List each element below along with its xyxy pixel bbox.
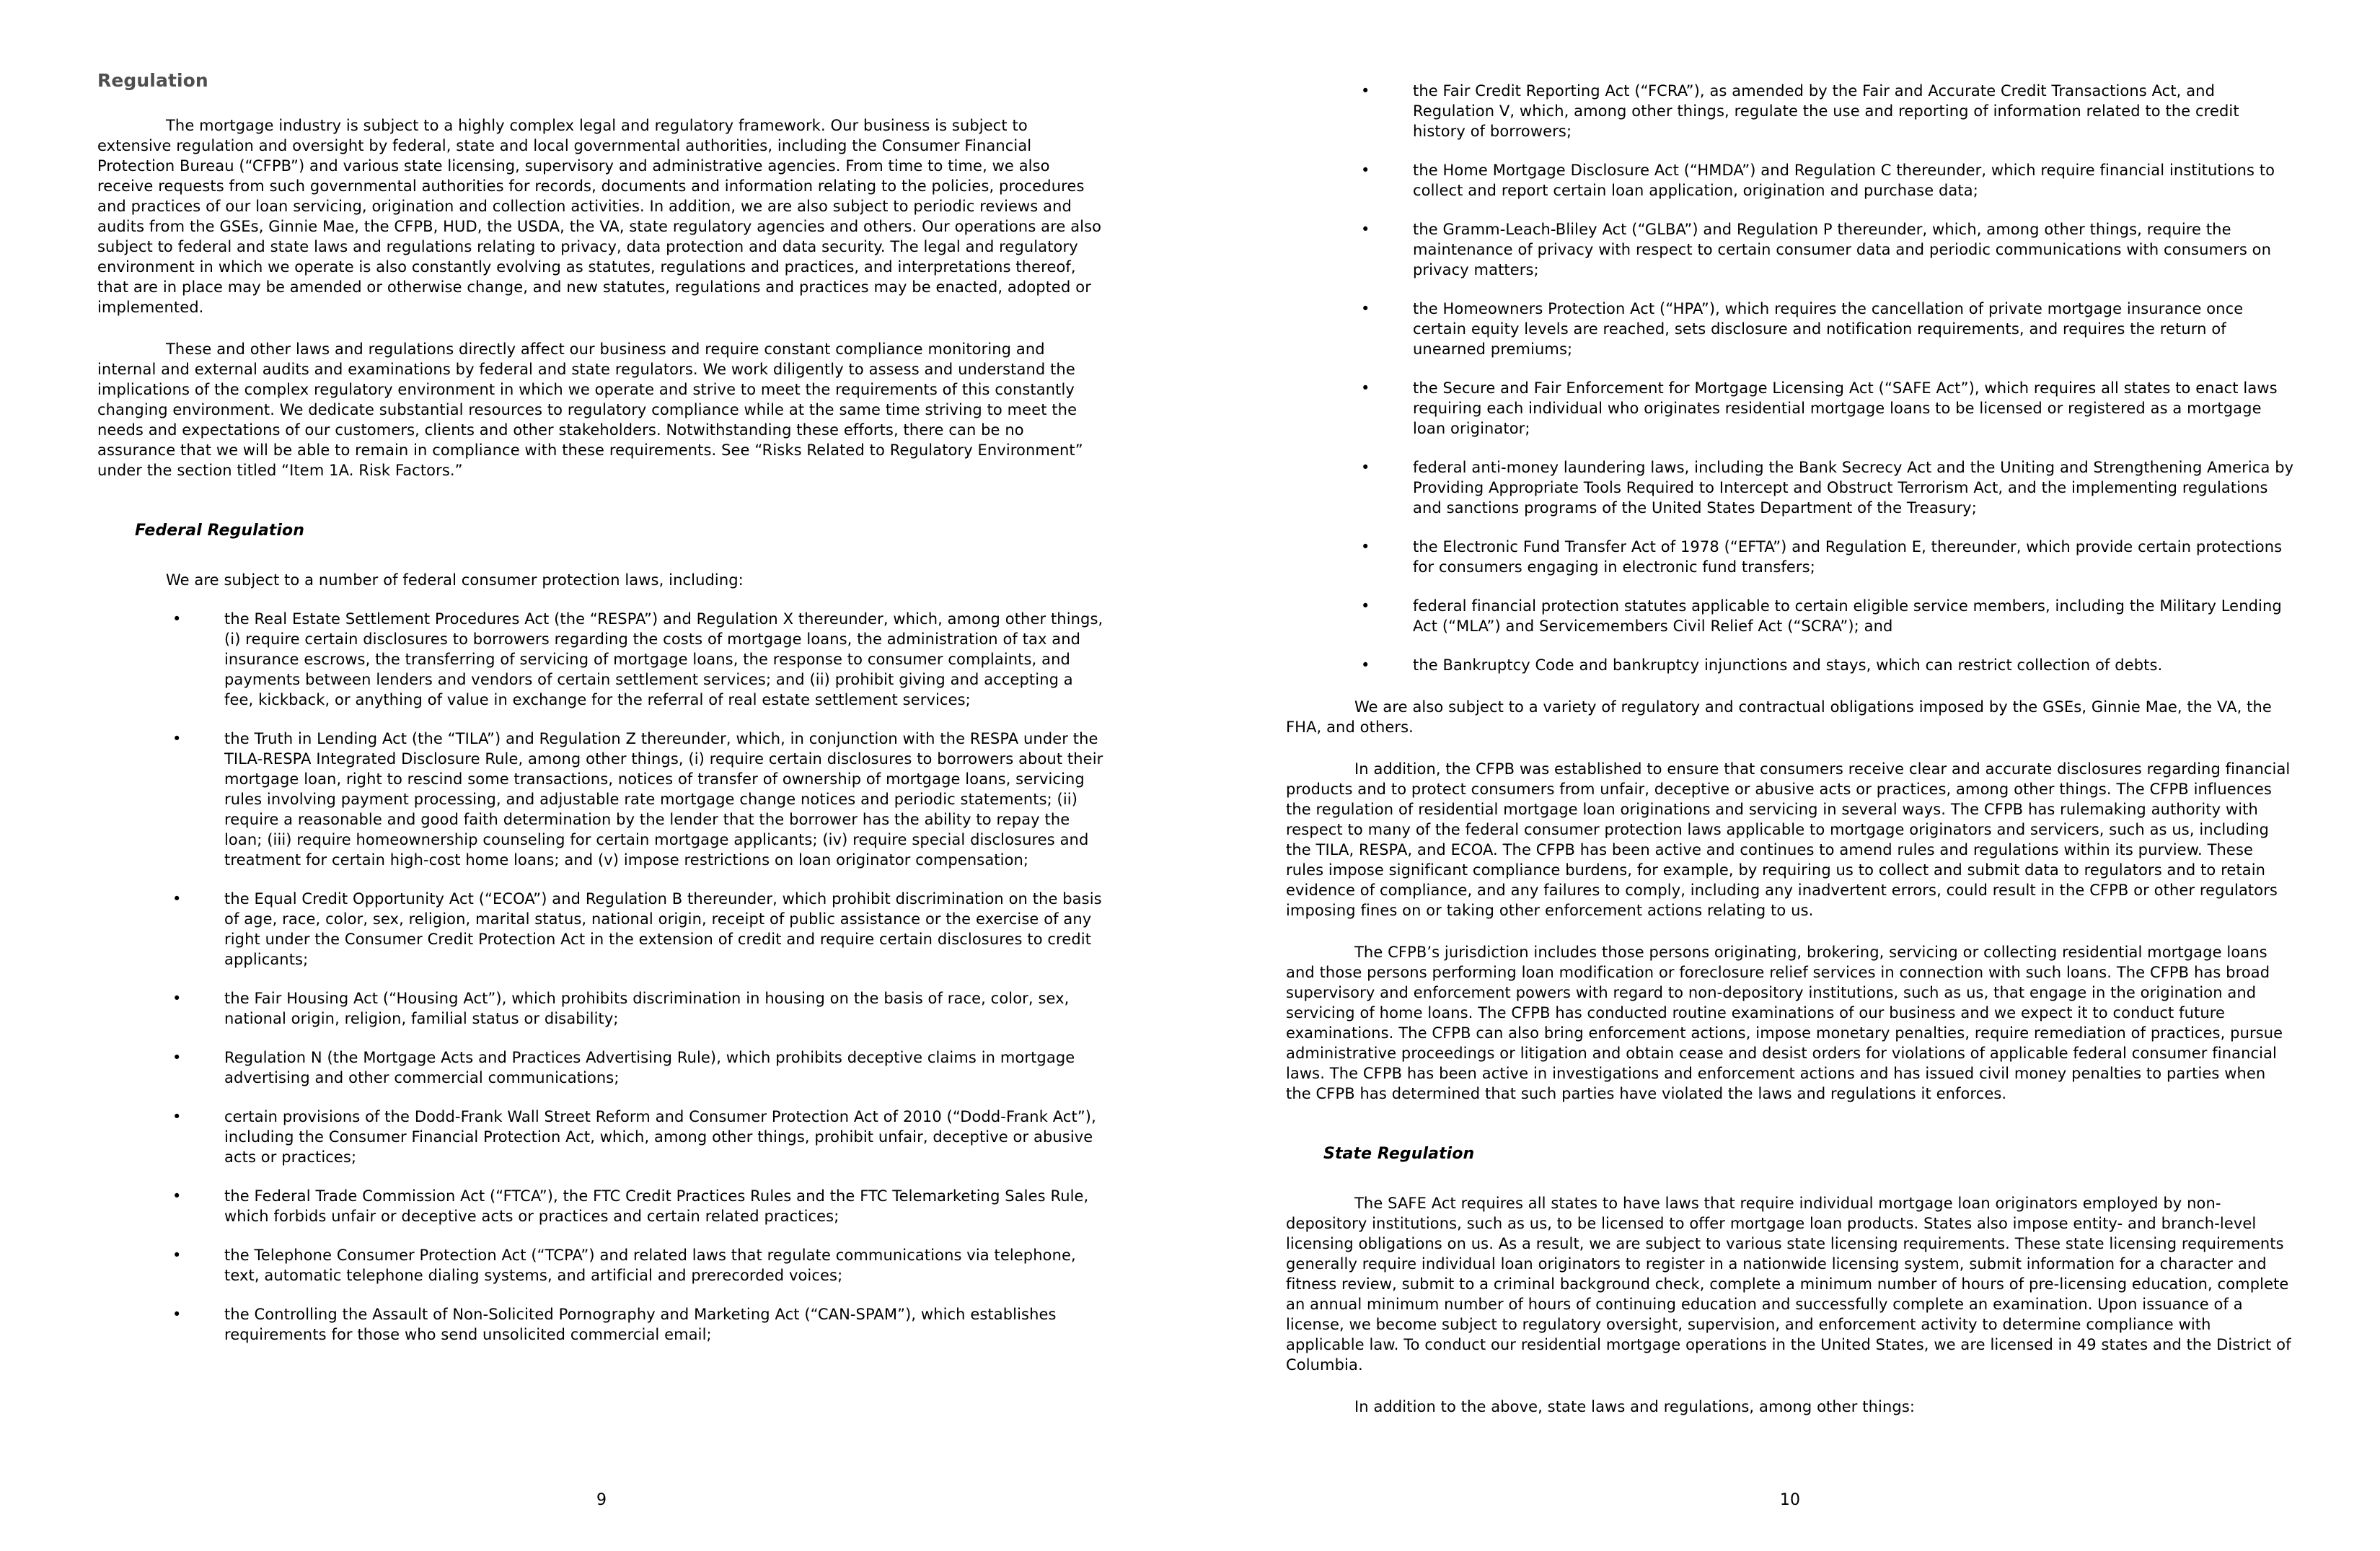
list-item <box>97 1304 1106 1345</box>
list-item <box>1286 457 2294 518</box>
list-item <box>1286 81 2294 141</box>
bullet-icon: • <box>172 610 182 628</box>
list-item <box>1286 537 2294 577</box>
list-item-text: the Equal Credit Opportunity Act (“ECOA”) and Regulation B thereunder, which prohibit discrimination on the basis of age, race, color, sex, religion, marital status, national origin, receipt of public assistance or the exercise of any right under the Consumer Credit Protection Act in the extension of credit and require certain disclosures to credit applicants; <box>224 890 1102 968</box>
list-item-text: the Telephone Consumer Protection Act (“TCPA”) and related laws that regulate communications via telephone, text, automatic telephone dialing systems, and artificial and prerecorded voices; <box>224 1247 1076 1284</box>
list-item-text: the Homeowners Protection Act (“HPA”), which requires the cancellation of private mortgage insurance once certain equity levels are reached, sets disclosure and notification requirements, and requires the return of unearned premiums; <box>1413 300 2244 358</box>
bullet-icon: • <box>1361 221 1370 238</box>
list-item-text: the Controlling the Assault of Non-Solicited Pornography and Marketing Act (“CAN-SPAM”), which establishes requirements for those who send unsolicited commercial email; <box>224 1306 1057 1343</box>
paragraph: The CFPB’s jurisdiction includes those persons originating, brokering, servicing or collecting residential mortgage loans and those persons performing loan modification or foreclosure relief services in connection with such loans. The CFPB has broad supervisory and enforcement powers with regard to non-depository institutions, such as us, that engage in the origination and servicing of home loans. The CFPB has conducted routine examinations of our business and we expect it to conduct future examinations. The CFPB can also bring enforcement actions, impose monetary penalties, require remediation of practices, pursue administrative proceedings or litigation and obtain cease and desist orders for violations of applicable federal consumer financial laws. The CFPB has been active in investigations and enforcement actions and has issued civil money penalties to parties when the CFPB has determined that such parties have violated the laws and regulations it enforces. <box>1286 944 2283 1102</box>
list-item-text: Regulation N (the Mortgage Acts and Practices Advertising Rule), which prohibits deceptive claims in mortgage advertising and other commercial communications; <box>224 1049 1075 1086</box>
list-item <box>97 1186 1106 1226</box>
paragraph: These and other laws and regulations directly affect our business and require constant compliance monitoring and internal and external audits and examinations by federal and state regulators. We work diligently to assess and understand the implications of the complex regulatory environment in which we operate and strive to meet the requirements of this constantly changing environment. We dedicate substantial resources to regulatory compliance while at the same time striving to meet the needs and expectations of our customers, clients and other stakeholders. Notwithstanding these efforts, there can be no assurance that we will be able to remain in compliance with these requirements. See “Risks Related to Regulatory Environment” under the section titled “Item 1A. Risk Factors.” <box>97 340 1083 479</box>
bullet-icon: • <box>1361 459 1370 476</box>
page-left-content <box>97 69 1106 1345</box>
list-item <box>97 609 1106 710</box>
bullet-icon: • <box>172 1108 182 1125</box>
bullet-icon: • <box>1361 656 1370 674</box>
bullet-icon: • <box>1361 379 1370 397</box>
page-number: 10 <box>1779 1491 1801 1509</box>
bullet-icon: • <box>172 990 182 1007</box>
list-item-text: the Home Mortgage Disclosure Act (“HMDA”) and Regulation C thereunder, which require financial institutions to collect and report certain loan application, origination and purchase data; <box>1413 162 2275 199</box>
list-item <box>97 1107 1106 1167</box>
federal-laws-list-continued <box>1286 81 2294 675</box>
bullet-icon: • <box>172 1187 182 1205</box>
bullet-icon: • <box>1361 300 1370 317</box>
list-item <box>1286 655 2294 675</box>
list-item <box>1286 596 2294 636</box>
bullet-icon: • <box>1361 538 1370 555</box>
list-item-text: federal financial protection statutes applicable to certain eligible service members, including the Military Lending Act (“MLA”) and Servicemembers Civil Relief Act (“SCRA”); and <box>1413 597 2282 635</box>
list-item-text: the Gramm-Leach-Bliley Act (“GLBA”) and Regulation P thereunder, which, among other things, require the maintenance of privacy with respect to certain consumer data and periodic communications with consumers on privacy matters; <box>1413 221 2271 278</box>
bullet-icon: • <box>1361 597 1370 615</box>
bullet-icon: • <box>172 1247 182 1264</box>
bullet-icon: • <box>172 1049 182 1066</box>
list-item <box>97 889 1106 970</box>
list-item <box>97 1245 1106 1286</box>
page-number: 9 <box>596 1491 607 1509</box>
list-item <box>97 988 1106 1029</box>
list-item-text: certain provisions of the Dodd-Frank Wall Street Reform and Consumer Protection Act of 2010 (“Dodd-Frank Act”), including the Consumer Financial Protection Act, which, among other things, prohibit unfair, deceptive or abusive acts or practices; <box>224 1108 1096 1166</box>
state-regulation-subheading: State Regulation <box>1323 1145 1475 1163</box>
bullet-icon: • <box>172 1306 182 1323</box>
bullet-icon: • <box>1361 82 1370 100</box>
list-item-text: the Real Estate Settlement Procedures Act (the “RESPA”) and Regulation X thereunder, which, among other things, (i) require certain disclosures to borrowers regarding the costs of mortgage loans, the administration of tax and insurance escrows, the transferring of servicing of mortgage loans, the response to consumer complaints, and payments between lenders and vendors of certain settlement services; and (ii) prohibit giving and accepting a fee, kickback, or anything of value in exchange for the referral of real estate settlement services; <box>224 610 1103 708</box>
list-item-text: the Federal Trade Commission Act (“FTCA”), the FTC Credit Practices Rules and the FTC Telemarketing Sales Rule, which forbids unfair or deceptive acts or practices and certain related practices; <box>224 1187 1089 1225</box>
paragraph: The mortgage industry is subject to a highly complex legal and regulatory framework. Our business is subject to extensive regulation and oversight by federal, state and local governmental authorities, including the Consumer Financial Protection Bureau (“CFPB”) and various state licensing, supervisory and administrative agencies. From time to time, we also receive requests from such governmental authorities for records, documents and information relating to the policies, procedures and practices of our loan servicing, origination and collection activities. In addition, we are also subject to periodic reviews and audits from the GSEs, Ginnie Mae, the CFPB, HUD, the USDA, the VA, state regulatory agencies and others. Our operations are also subject to federal and state laws and regulations relating to privacy, data protection and data security. The legal and regulatory environment in which we operate is also constantly evolving as statutes, regulations and practices, and interpretations thereof, that are in place may be amended or otherwise change, and new statutes, regulations and practices may be enacted, adopted or implemented. <box>97 117 1102 316</box>
paragraph: We are also subject to a variety of regulatory and contractual obligations imposed by the GSEs, Ginnie Mae, the VA, the FHA, and others. <box>1286 698 2272 736</box>
document-page-right <box>1190 0 2380 1551</box>
list-item-text: the Bankruptcy Code and bankruptcy injunctions and stays, which can restrict collection of debts. <box>1413 656 2163 674</box>
bullet-icon: • <box>172 890 182 908</box>
list-item <box>1286 299 2294 359</box>
bullet-icon: • <box>1361 162 1370 179</box>
paragraph: The SAFE Act requires all states to have laws that require individual mortgage loan originators employed by non-depository institutions, such as us, to be licensed to offer mortgage loan products. States also impose entity- and branch-level licensing obligations on us. As a result, we are subject to various state licensing requirements. These state licensing requirements generally require individual loan originators to register in a nationwide licensing system, submit information for a character and fitness review, submit to a criminal background check, complete a minimum number of hours of pre-licensing education, complete an annual minimum number of hours of continuing education and successfully complete an examination. Upon issuance of a license, we become subject to regulatory oversight, supervision, and enforcement activity to determine compliance with applicable law. To conduct our residential mortgage operations in the United States, we are licensed in 49 states and the District of Columbia. <box>1286 1195 2291 1374</box>
list-item-text: the Truth in Lending Act (the “TILA”) and Regulation Z thereunder, which, in conjunction with the RESPA under the TILA-RESPA Integrated Disclosure Rule, among other things, (i) require certain disclosures to borrowers about their mortgage loan, right to rescind some transactions, notices of transfer of ownership of mortgage loans, servicing rules involving payment processing, and adjustable rate mortgage change notices and periodic statements; (ii) require a reasonable and good faith determination by the lender that the borrower has the ability to repay the loan; (iii) require homeownership counseling for certain mortgage applicants; (iv) require special disclosures and treatment for certain high-cost home loans; and (v) impose restrictions on loan originator compensation; <box>224 730 1103 869</box>
list-item <box>1286 378 2294 439</box>
regulation-heading: Regulation <box>97 70 208 91</box>
list-item-text: the Secure and Fair Enforcement for Mortgage Licensing Act (“SAFE Act”), which requires all states to enact laws requiring each individual who originates residential mortgage loans to be licensed or registered as a mortgage loan originator; <box>1413 379 2278 437</box>
list-item-text: federal anti-money laundering laws, including the Bank Secrecy Act and the Uniting and Strengthening America by Providing Appropriate Tools Required to Intercept and Obstruct Terrorism Act, and the implementing regulations and sanctions programs of the United States Department of the Treasury; <box>1413 459 2294 517</box>
paragraph: In addition to the above, state laws and regulations, among other things: <box>1354 1398 1916 1415</box>
federal-regulation-subheading: Federal Regulation <box>135 522 305 540</box>
federal-laws-list <box>97 609 1106 1345</box>
list-item-text: the Electronic Fund Transfer Act of 1978 (“EFTA”) and Regulation E, thereunder, which provide certain protections for consumers engaging in electronic fund transfers; <box>1413 538 2283 576</box>
page-right-content <box>1286 69 2294 1417</box>
list-item <box>1286 219 2294 280</box>
list-item <box>1286 160 2294 201</box>
bullet-icon: • <box>172 730 182 747</box>
list-item-text: the Fair Credit Reporting Act (“FCRA”), as amended by the Fair and Accurate Credit Transactions Act, and Regulation V, which, among other things, regulate the use and reporting of information related to the credit history of borrowers; <box>1413 82 2239 140</box>
paragraph: We are subject to a number of federal consumer protection laws, including: <box>166 571 744 589</box>
list-item-text: the Fair Housing Act (“Housing Act”), which prohibits discrimination in housing on the basis of race, color, sex, national origin, religion, familial status or disability; <box>224 990 1070 1027</box>
paragraph: In addition, the CFPB was established to ensure that consumers receive clear and accurate disclosures regarding financial products and to protect consumers from unfair, deceptive or abusive acts or practices, among other things. The CFPB influences the regulation of residential mortgage loan originations and servicing in several ways. The CFPB has rulemaking authority with respect to many of the federal consumer protection laws applicable to mortgage originators and servicers, such as us, including the TILA, RESPA, and ECOA. The CFPB has been active and continues to amend rules and regulations within its purview. These rules impose significant compliance burdens, for example, by requiring us to collect and submit data to regulators and to retain evidence of compliance, and any failures to comply, including any inadvertent errors, could result in the CFPB or other regulators imposing fines on or taking other enforcement actions relating to us. <box>1286 760 2291 919</box>
list-item <box>97 729 1106 870</box>
list-item <box>97 1047 1106 1088</box>
